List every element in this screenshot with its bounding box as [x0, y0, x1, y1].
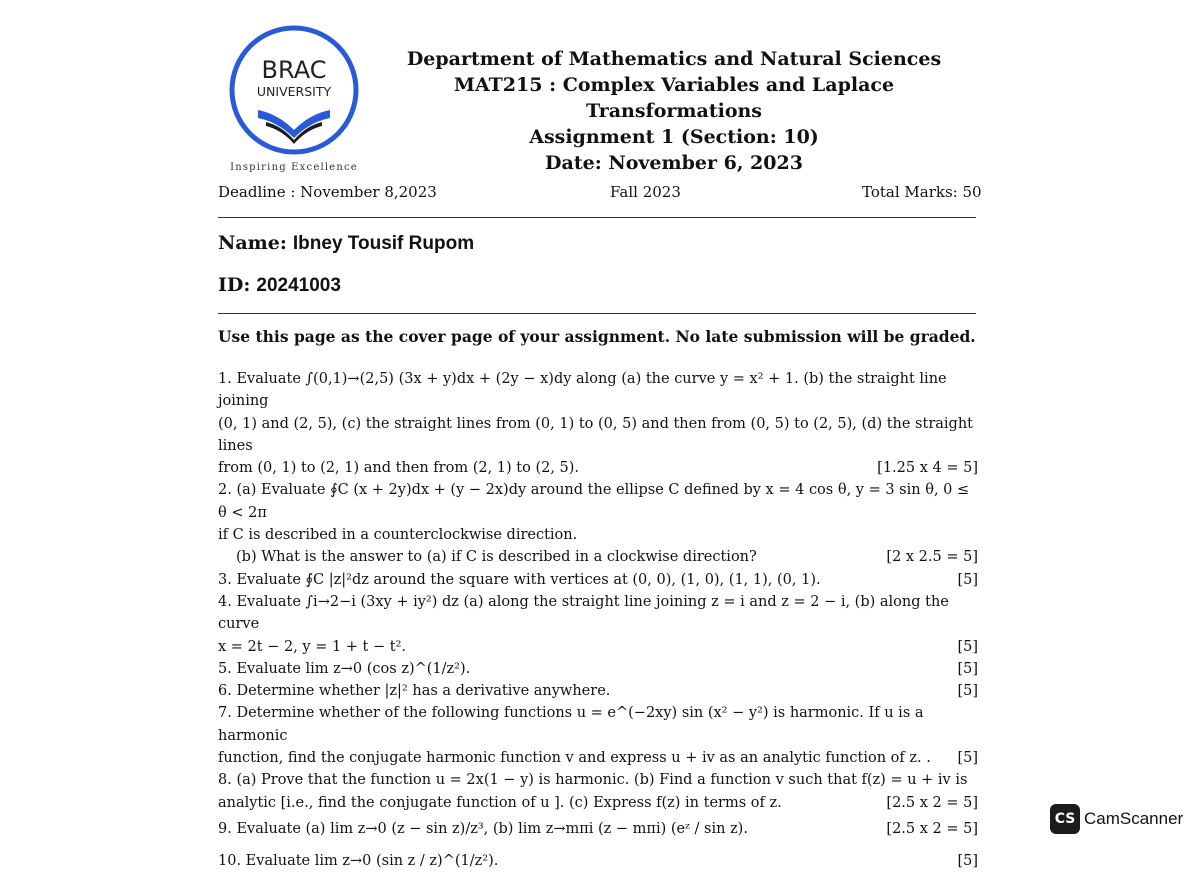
question-line: 7. Determine whether of the following functions u = e^(−2xy) sin (x² − y²) is harmonic. If u is a harmonic [218, 705, 924, 744]
course-title: MAT215 : Complex Variables and Laplace Transformations [453, 74, 895, 122]
deadline: Deadline : November 8,2023 [218, 183, 437, 201]
question-line: 3. Evaluate ∮C |z|²dz around the square with vertices at (0, 0), (1, 0), (1, 1), (0, 1). [218, 571, 821, 588]
camscanner-watermark [1050, 804, 1183, 834]
divider [218, 217, 976, 218]
question-line: (b) What is the answer to (a) if C is described in a clockwise direction? [236, 549, 757, 566]
question-marks: [1.25 x 4 = 5] [877, 460, 978, 477]
id-row [218, 274, 341, 297]
camscanner-icon: CS [1050, 804, 1080, 834]
logo-tagline: Inspiring Excellence [230, 162, 358, 173]
question-7 [218, 702, 978, 769]
student-name: Ibney Tousif Rupom [292, 233, 475, 254]
question-marks: [2.5 x 2 = 5] [886, 820, 978, 837]
camscanner-text: CamScanner [1084, 809, 1184, 828]
question-4 [218, 591, 978, 658]
question-line: 4. Evaluate ∫i→2−i (3xy + iy²) dz (a) along the straight line joining z = i and z = 2 − i, (b) along the curve [218, 593, 949, 633]
question-marks: [5] [957, 571, 978, 588]
question-line: 10. Evaluate lim z→0 (sin z / z)^(1/z²). [218, 853, 499, 870]
term: Fall 2023 [610, 183, 681, 201]
question-line: from (0, 1) to (2, 1) and then from (2, 1) to (2, 5). [218, 460, 580, 477]
university-logo [228, 22, 360, 178]
question-marks: [5] [957, 638, 978, 655]
logo-brac-text: BRAC [261, 56, 327, 84]
question-marks: [5] [957, 750, 978, 767]
question-3 [218, 569, 978, 591]
question-line: x = 2t − 2, y = 1 + t − t². [218, 638, 407, 655]
question-5 [218, 658, 978, 680]
question-line: 2. (a) Evaluate ∮C (x + 2y)dx + (y − 2x)dy around the ellipse C defined by x = 4 cos θ, y = 3 sin θ, 0 ≤ θ < 2π [218, 482, 970, 521]
question-line: 9. Evaluate (a) lim z→0 (z − sin z)/z³, (b) lim z→mπi (z − mπi) (eᶻ / sin z). [218, 820, 748, 837]
question-1 [218, 368, 978, 479]
question-line: 8. (a) Prove that the function u = 2x(1 − y) is harmonic. (b) Find a function v such that f(z) = u + iv is [218, 772, 968, 789]
question-line: (0, 1) and (2, 5), (c) the straight lines from (0, 1) to (0, 5) and then from (0, 5) to (2, 5), (d) the straight lines [218, 415, 973, 454]
question-10 [218, 850, 978, 872]
total-marks: Total Marks: 50 [862, 183, 982, 201]
divider [218, 313, 976, 314]
question-line: 1. Evaluate ∫(0,1)→(2,5) (3x + y)dx + (2y − x)dy along (a) the curve y = x² + 1. (b) the straight line joining [218, 371, 947, 410]
question-marks: [5] [957, 683, 978, 700]
question-marks: [2.5 x 2 = 5] [886, 794, 978, 811]
question-6 [218, 680, 978, 702]
question-line: if C is described in a counterclockwise direction. [218, 527, 578, 544]
question-line: function, find the conjugate harmonic function v and express u + iv as an analytic function of z. . [218, 750, 931, 767]
question-2a [218, 479, 978, 546]
question-line: 5. Evaluate lim z→0 (cos z)^(1/z²). [218, 660, 471, 677]
assignment-date: Date: November 6, 2023 [545, 152, 803, 174]
logo-university-text: UNIVERSITY [256, 84, 332, 99]
document-header [380, 46, 968, 176]
name-row [218, 232, 474, 255]
name-label: Name: [218, 232, 287, 254]
assignment-title: Assignment 1 (Section: 10) [529, 126, 819, 148]
question-2b [218, 546, 978, 568]
question-8 [218, 769, 978, 814]
department-title: Department of Mathematics and Natural Sciences [406, 48, 942, 70]
question-line: 6. Determine whether |z|² has a derivative anywhere. [218, 683, 611, 700]
question-marks: [2 x 2.5 = 5] [886, 549, 978, 566]
id-label: ID: [218, 274, 251, 296]
question-9 [218, 818, 978, 840]
question-line: analytic [i.e., find the conjugate function of u ]. (c) Express f(z) in terms of z. [218, 794, 782, 811]
student-id: 20241003 [256, 275, 341, 296]
question-list [218, 368, 978, 873]
question-marks: [5] [957, 853, 978, 870]
question-marks: [5] [957, 660, 978, 677]
instructions: Use this page as the cover page of your assignment. No late submission will be graded. [218, 327, 976, 346]
